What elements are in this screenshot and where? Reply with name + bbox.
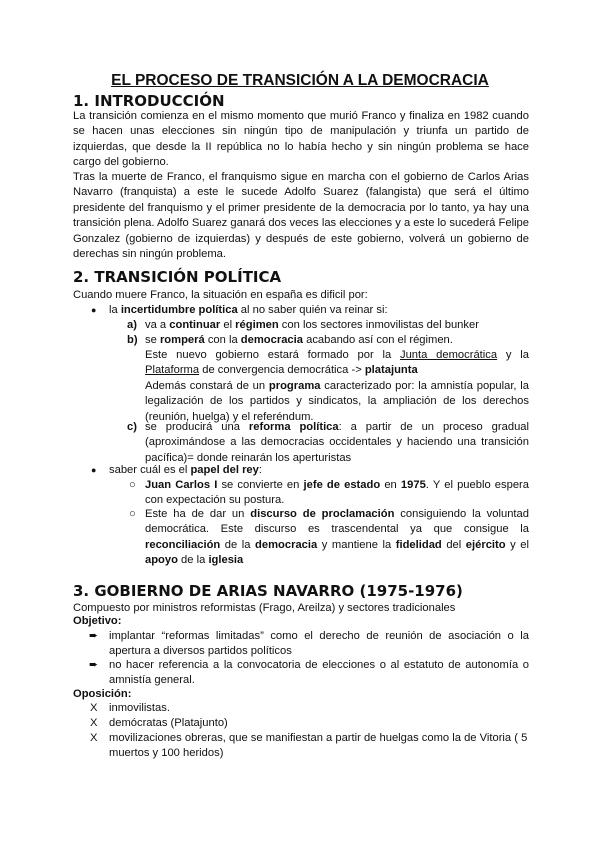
objetivo-item: implantar “reformas limitadas” como el derecho de reunión de asociación o la apertura a diversos partidos políticos <box>109 630 529 658</box>
bullet-dot-icon: ● <box>91 305 97 315</box>
objetivo-label: Objetivo: <box>73 615 122 627</box>
x-bullet-icon: X <box>90 717 98 729</box>
oposicion-item: inmovilistas. <box>109 702 170 714</box>
sub-item-juan-carlos: Juan Carlos I se convierte en jefe de estado en 1975. Y el pueblo espera con expectación su postura. <box>145 479 530 507</box>
arrow-bullet-icon: ➨ <box>89 659 99 671</box>
section-2-intro: Cuando muere Franco, la situación en españa es dificil por: <box>73 289 368 301</box>
circle-bullet-icon: ○ <box>129 508 136 520</box>
section-1-paragraph-2: Tras la muerte de Franco, el franquismo sigue en marcha con el gobierno de Carlos Arias Navarro (franquista) a este le sucede Adolfo Suarez (falangista) que será el último presidente del franquismo y el primer presidente de la democracia por lo tanto, ya hay una transición plena. Adolfo Suarez ganará dos veces las elecciones y a este lo sucederá Felipe Gonzalez (gobierno de izquierdas) y después de este gobierno, volverá un gobierno de derechas sin ningún problema. <box>73 171 529 261</box>
bullet-papel-rey: saber cuál es el papel del rey: <box>109 464 262 476</box>
item-b-paragraph-3: Además constará de un programa caracterizado por: la amnistía popular, la legalización de los partidos y sindicatos, la ampliación de los derechos (reunión, huelga) y el referéndum. <box>145 380 530 423</box>
bullet-dot-icon: ● <box>91 465 97 475</box>
section-3-heading: 3. GOBIERNO DE ARIAS NAVARRO (1975-1976) <box>73 582 463 600</box>
x-bullet-icon: X <box>90 702 98 714</box>
bullet-incertidumbre: la incertidumbre política al no saber quién va reinar si: <box>109 304 388 316</box>
page-title: EL PROCESO DE TRANSICIÓN A LA DEMOCRACIA <box>111 72 489 89</box>
item-b-text: se romperá con la democracia acabando así con el régimen. <box>145 334 453 346</box>
item-a-text: va a continuar el régimen con los sectores inmovilistas del bunker <box>145 319 479 331</box>
sub-item-discurso: Este ha de dar un discurso de proclamación consiguiendo la voluntad democrática. Este discurso es trascendental ya que consigue la reconciliación de la democracia y mantiene la fidelidad del ejército y el apoyo de la iglesia <box>145 508 529 567</box>
section-1-paragraph-1: La transición comienza en el mismo momento que murió Franco y finaliza en 1982 cuando se hacen unas elecciones sin ningún tipo de manipulación y triunfa un partido de izquierdas, que desde la II república no lo había hecho y sin ningún problema se hace cargo del gobierno. <box>73 110 529 169</box>
section-1-heading: 1. INTRODUCCIÓN <box>73 92 225 110</box>
oposicion-label: Oposición: <box>73 688 132 700</box>
item-b-label: b) <box>127 334 138 346</box>
item-b-paragraph-2: Este nuevo gobierno estará formado por la Junta democrática y la Plataforma de convergencia democrática -> platajunta <box>145 349 529 377</box>
section-3-intro: Compuesto por ministros reformistas (Frago, Areilza) y sectores tradicionales <box>73 602 456 614</box>
arrow-bullet-icon: ➨ <box>89 630 99 642</box>
x-bullet-icon: X <box>90 732 98 744</box>
item-a-label: a) <box>127 319 137 331</box>
item-c-label: c) <box>127 421 137 433</box>
circle-bullet-icon: ○ <box>129 479 136 491</box>
section-2-heading: 2. TRANSICIÓN POLÍTICA <box>73 268 282 286</box>
item-c-text: se producirá una reforma política: a partir de un proceso gradual (aproximándose a las democracias occidentales y haciendo una transición pacífica)= donde reinarán los aperturistas <box>145 421 529 464</box>
oposicion-item: movilizaciones obreras, que se manifiestan a partir de huelgas como la de Vitoria ( 5 muertos y 100 heridos) <box>109 732 528 760</box>
objetivo-item: no hacer referencia a la convocatoria de elecciones o al estatuto de autonomía o amnistía general. <box>109 659 529 687</box>
oposicion-item: demócratas (Platajunto) <box>109 717 228 729</box>
